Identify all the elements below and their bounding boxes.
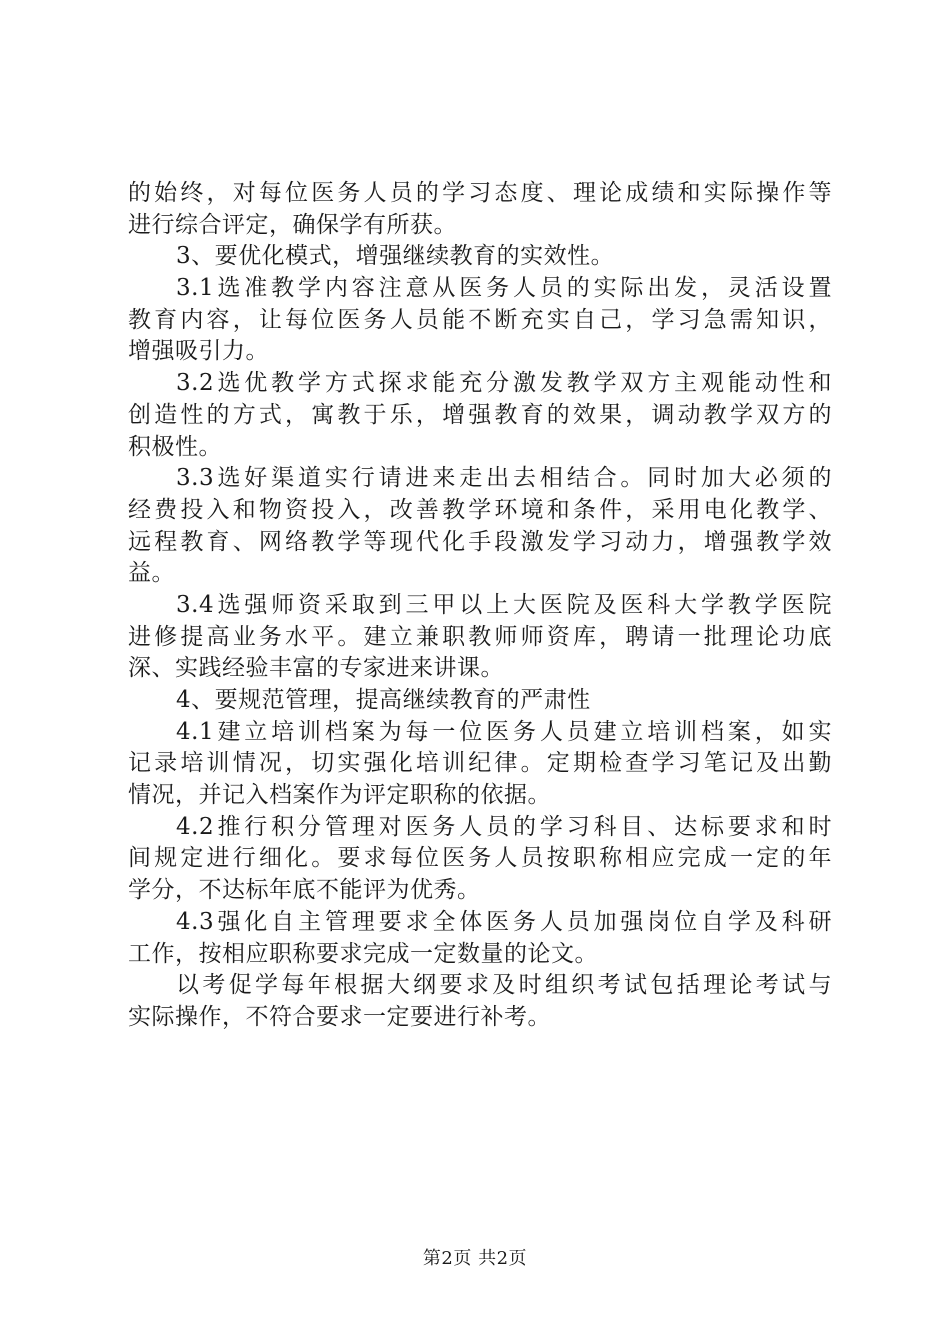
text-line-4-3-b: 工作，按相应职称要求完成一定数量的论文。 [128,940,598,967]
section-heading-4: 4、要规范管理，提高继续教育的严肃性 [176,687,591,713]
text-line-4-2-c: 学分，不达标年底不能评为优秀。 [128,877,481,904]
text-line-3-3-a: 3.3选好渠道实行请进来走出去相结合。同时加大必须的 [176,465,832,492]
text-line-4-3-a: 4.3强化自主管理要求全体医务人员加强岗位自学及科研 [176,908,832,935]
text-line-4-1-c: 情况，并记入档案作为评定职称的依据。 [128,782,551,809]
page-number-footer: 第2页 共2页 [422,1248,528,1269]
text-line-3-2-a: 3.2选优教学方式探求能充分激发教学双方主观能动性和 [176,370,832,397]
text-line-3-1-a: 3.1选准教学内容注意从医务人员的实际出发，灵活设置 [176,275,832,302]
text-line-2: 进行综合评定，确保学有所获。 [128,211,457,238]
text-line-exam-a: 以考促学每年根据大纲要求及时组织考试包括理论考试与 [176,972,832,999]
document-body [128,178,832,1034]
text-line-4-2-b: 间规定进行细化。要求每位医务人员按职称相应完成一定的年 [128,845,832,872]
text-line-4-2-a: 4.2推行积分管理对医务人员的学习科目、达标要求和时 [176,813,832,840]
text-line-3-4-b: 进修提高业务水平。建立兼职教师师资库，聘请一批理论功底 [128,623,832,650]
text-line-3-1-c: 增强吸引力。 [128,338,269,365]
text-line-3-3-b: 经费投入和物资投入，改善教学环境和条件，采用电化教学、 [128,496,832,523]
text-line-4-1-b: 记录培训情况，切实强化培训纪律。定期检查学习笔记及出勤 [128,750,832,777]
text-line-4-1-a: 4.1建立培训档案为每一位医务人员建立培训档案，如实 [176,718,832,745]
text-line-3-4-c: 深、实践经验丰富的专家进来讲课。 [128,655,504,682]
text-line-3-2-b: 创造性的方式，寓教于乐，增强教育的效果，调动教学双方的 [128,401,832,428]
text-line-3-2-c: 积极性。 [128,433,222,460]
text-line-1: 的始终，对每位医务人员的学习态度、理论成绩和实际操作等 [128,180,832,206]
text-line-3-1-b: 教育内容，让每位医务人员能不断充实自己，学习急需知识， [128,306,832,333]
section-heading-3: 3、要优化模式，增强继续教育的实效性。 [176,243,615,270]
text-line-3-4-a: 3.4选强师资采取到三甲以上大医院及医科大学教学医院 [176,591,832,618]
text-line-exam-b: 实际操作，不符合要求一定要进行补考。 [128,1003,551,1030]
text-line-3-3-d: 益。 [128,560,175,587]
text-line-3-3-c: 远程教育、网络教学等现代化手段激发学习动力，增强教学效 [128,528,832,555]
